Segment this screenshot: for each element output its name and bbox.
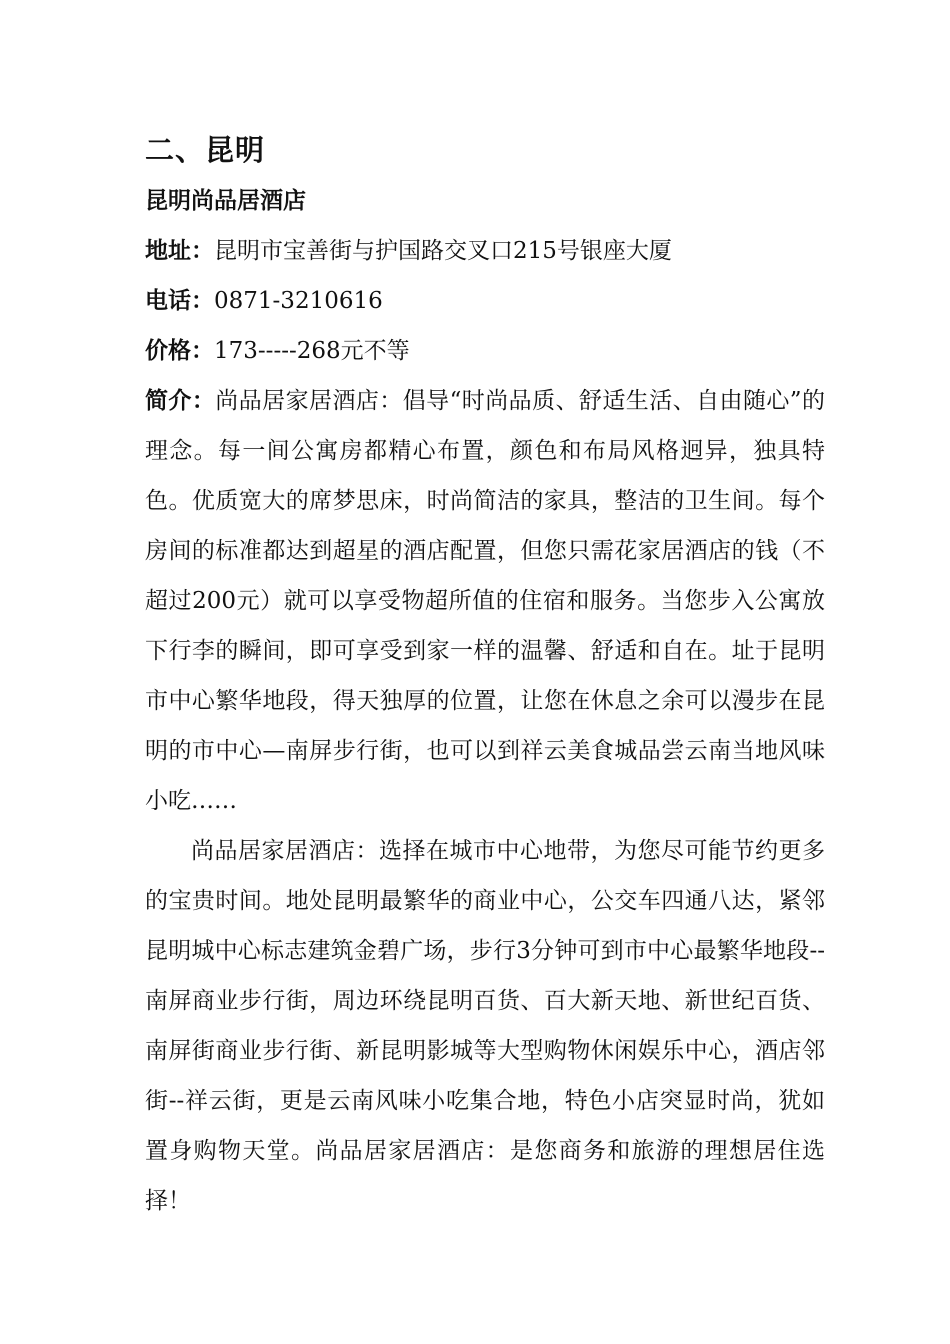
section-title: 二、昆明 xyxy=(145,133,266,167)
phone-value: 0871-3210616 xyxy=(214,288,383,314)
price-line xyxy=(145,326,825,376)
intro-text: 尚品居家居酒店：倡导“时尚品质、舒适生活、自由随心”的理念。每一间公寓房都精心布置，颜色和布局风格迥异，独具特色。优质宽大的席梦思床，时尚简洁的家具，整洁的卫生间。每个房间的标准都达到超星的酒店配置，但您只需花家居酒店的钱（不超过200元）就可以享受物超所值的住宿和服务。当您步入公寓放下行李的瞬间，即可享受到家一样的温馨、舒适和自在。址于昆明市中心繁华地段，得天独厚的位置，让您在休息之余可以漫步在昆明的市中心—南屏步行街，也可以到祥云美食城品尝云南当地风味小吃…… xyxy=(145,388,825,814)
address-label: 地址： xyxy=(145,237,214,264)
intro-label: 简介： xyxy=(145,387,216,414)
document-content xyxy=(145,128,825,1226)
address-line xyxy=(145,226,825,276)
location-paragraph: 尚品居家居酒店：选择在城市中心地带，为您尽可能节约更多的宝贵时间。地处昆明最繁华的商业中心，公交车四通八达，紧邻昆明城中心标志建筑金碧广场，步行3分钟可到市中心最繁华地段--南屏商业步行街，周边环绕昆明百货、百大新天地、新世纪百货、南屏街商业步行街、新昆明影城等大型购物休闲娱乐中心，酒店邻街--祥云街，更是云南风味小吃集合地，特色小店突显时尚，犹如置身购物天堂。尚品居家居酒店：是您商务和旅游的理想居住选择！ xyxy=(145,838,825,1214)
phone-line xyxy=(145,276,825,326)
address-value: 昆明市宝善街与护国路交叉口215号银座大厦 xyxy=(214,238,672,264)
price-value: 173-----268元不等 xyxy=(214,338,410,364)
hotel-name: 昆明尚品居酒店 xyxy=(145,187,306,214)
phone-label: 电话： xyxy=(145,287,214,314)
price-label: 价格： xyxy=(145,337,214,364)
intro-paragraph xyxy=(145,376,825,826)
